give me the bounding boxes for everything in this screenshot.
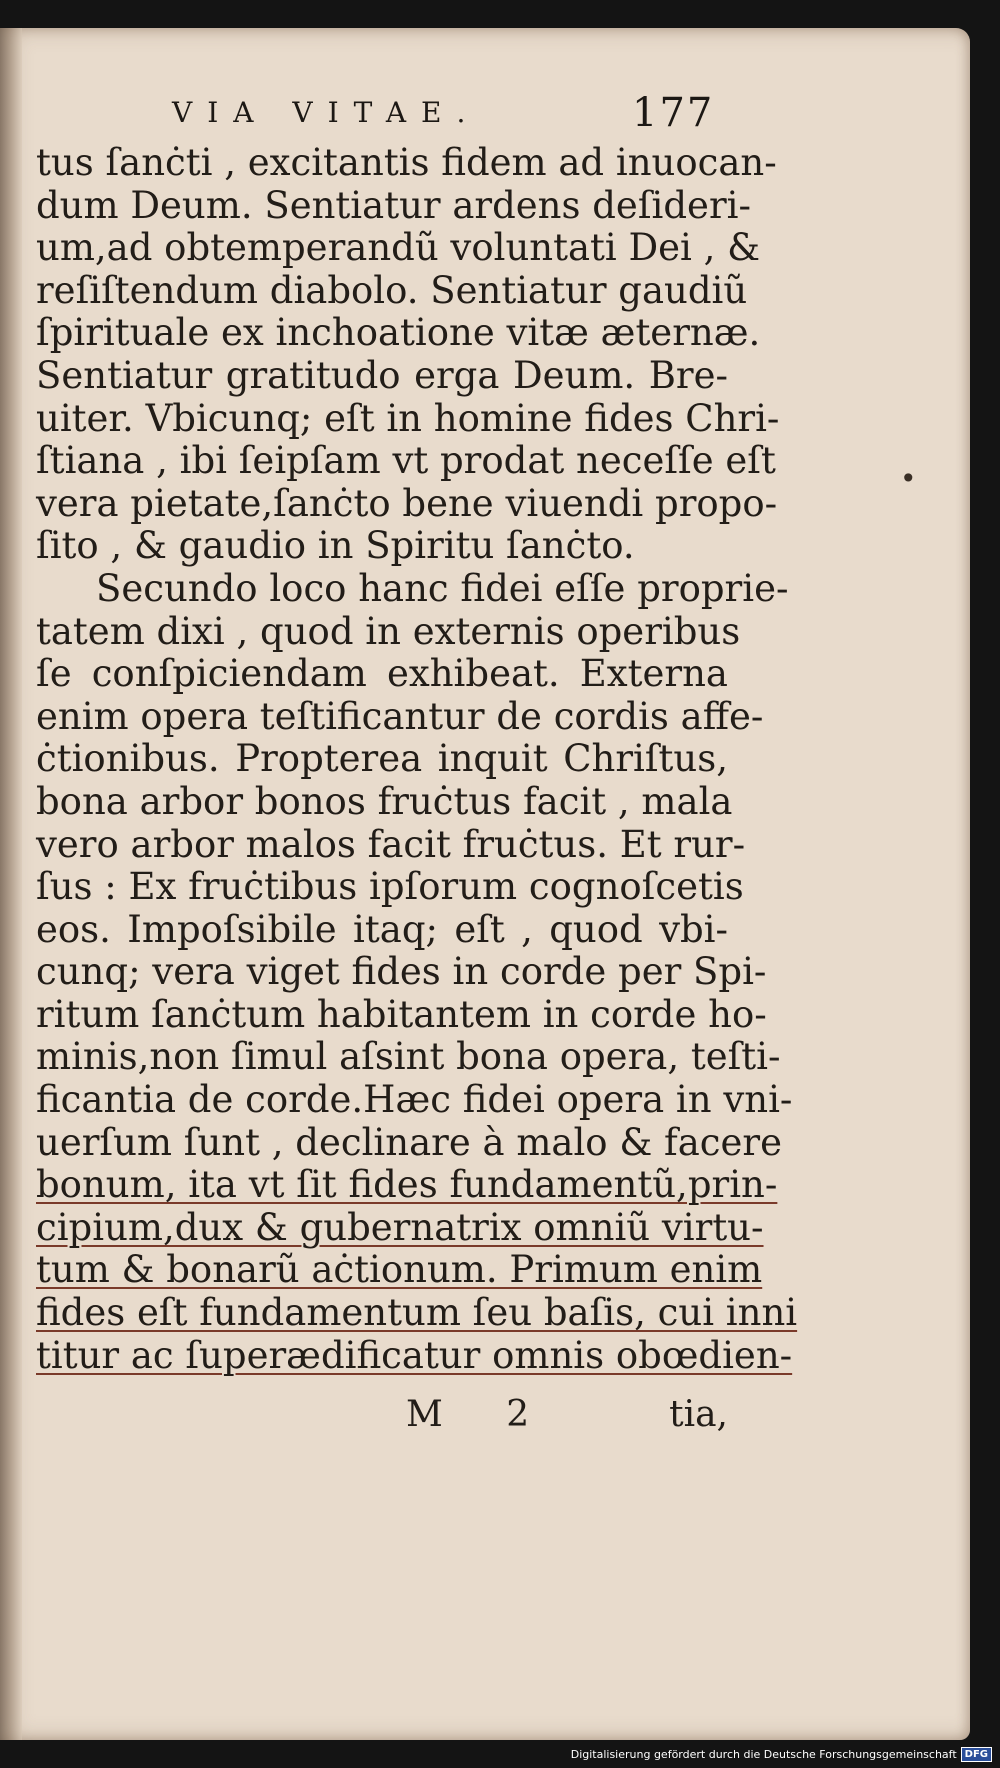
margin-mark: • bbox=[900, 462, 917, 495]
running-head: VIA VITAE. bbox=[172, 96, 481, 129]
text-line-underlined: bonum, ita vt ſit fides fundamentũ,prin- bbox=[36, 1163, 778, 1207]
text-line-underlined: cipium,dux & gubernatrix omniũ virtu- bbox=[36, 1205, 764, 1249]
text-line-underlined: titur ac ſuperædificatur omnis obœdien- bbox=[36, 1333, 793, 1377]
text-line: reſiſtendum diabolo. Sentiatur gaudiũ bbox=[36, 268, 748, 312]
page-footer bbox=[36, 1394, 728, 1438]
text-line: ſpirituale ex inchoatione vitæ æternæ. bbox=[36, 311, 761, 355]
text-line: bona arbor bonos fruċtus facit , mala bbox=[36, 779, 733, 823]
text-line: eos. Impoſsibile itaq; eſt , quod vbi- bbox=[36, 907, 728, 951]
text-line: ċtionibus. Propterea inquit Chriſtus, bbox=[36, 737, 728, 781]
text-line: ſtiana , ibi ſeipſam vt prodat neceſſe eſt bbox=[36, 439, 776, 483]
credit-text: Digitalisierung gefördert durch die Deutsche Forschungsgemeinschaft bbox=[570, 1748, 957, 1761]
text-line: vero arbor malos facit fruċtus. Et rur- bbox=[36, 822, 746, 866]
text-line: ficantia de corde.Hæc fidei opera in vni- bbox=[36, 1078, 793, 1122]
text-line-underlined: fides eſt fundamentum ſeu baſis, cui inni bbox=[36, 1291, 798, 1335]
text-line: ſe conſpiciendam exhibeat. Externa bbox=[36, 652, 728, 696]
text-line: tatem dixi , quod in externis operibus bbox=[36, 609, 741, 653]
text-line: cunq; vera viget fides in corde per Spi- bbox=[36, 950, 767, 994]
text-line: vera pietate,ſanċto bene viuendi propo- bbox=[36, 481, 778, 525]
text-line-underlined: tum & bonarũ aċtionum. Primum enim bbox=[36, 1248, 763, 1292]
text-line: uerſum ſunt , declinare à malo & facere bbox=[36, 1120, 782, 1164]
digitization-credit bbox=[571, 1747, 992, 1762]
text-line: dum Deum. Sentiatur ardens deſideri- bbox=[36, 183, 751, 227]
text-line: minis,non ſimul aſsint bona opera, teſti- bbox=[36, 1035, 781, 1079]
text-line: ſus : Ex fruċtibus ipſorum cognoſcetis bbox=[36, 865, 744, 909]
catchword: tia, bbox=[669, 1394, 728, 1435]
text-line: ritum ſanċtum habitantem in corde ho- bbox=[36, 992, 767, 1036]
text-line: tus ſanċti , excitantis fidem ad inuocan- bbox=[36, 141, 777, 184]
body-text bbox=[36, 141, 798, 1377]
page-number: 177 bbox=[632, 90, 715, 136]
text-line: uiter. Vbicunq; eſt in homine fides Chri- bbox=[36, 396, 780, 440]
text-line: Secundo loco hanc fidei eſſe proprie- bbox=[96, 566, 789, 610]
text-line: enim opera teſtificantur de cordis affe- bbox=[36, 694, 764, 738]
text-line: um,ad obtemperandũ voluntati Dei , & bbox=[36, 226, 761, 270]
text-line: Sentiatur gratitudo erga Deum. Bre- bbox=[36, 353, 728, 397]
text-line: ſito , & gaudio in Spiritu ſanċto. bbox=[36, 524, 635, 568]
page-gutter-shadow bbox=[0, 28, 22, 1740]
dfg-logo-icon: DFG bbox=[961, 1747, 992, 1762]
signature-mark: M 2 bbox=[406, 1394, 556, 1435]
